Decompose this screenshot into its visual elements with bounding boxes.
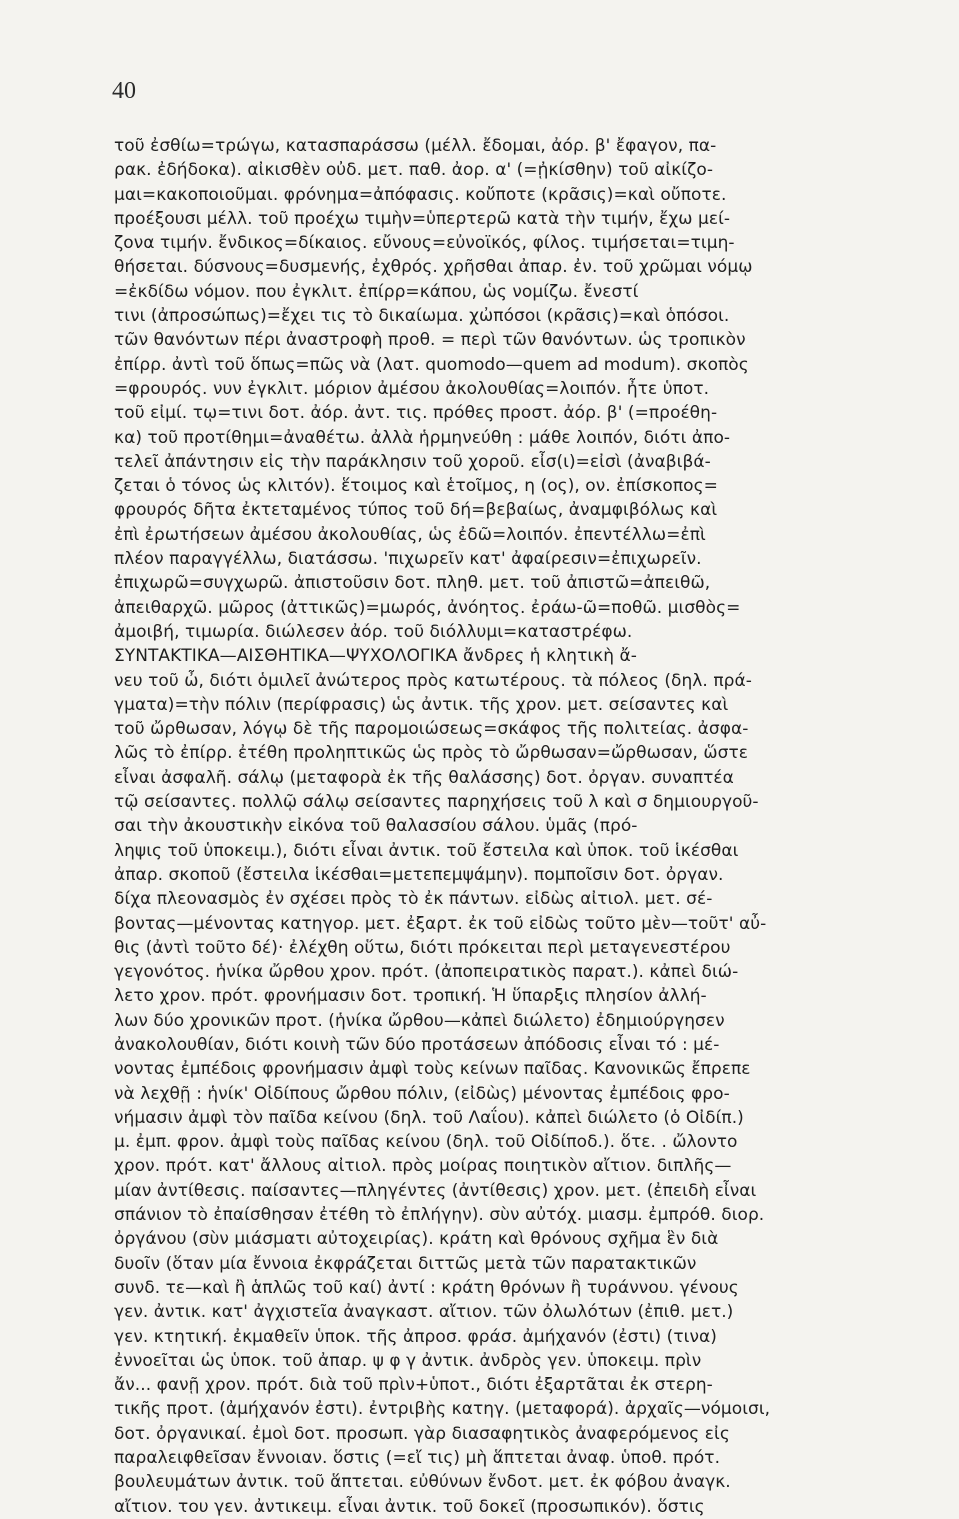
text-line: δίχα πλεονασμὸς ἐν σχέσει πρὸς τὸ ἐκ πάντων. εἰδὼς αἰτιολ. μετ. σέ- bbox=[114, 889, 713, 910]
text-line: συνδ. τε—καὶ ἢ ἁπλῶς τοῦ καί) ἀντί : κράτη θρόνων ἢ τυράννου. γένους bbox=[114, 1277, 739, 1298]
text-line: =φρουρός. νυν ἐγκλιτ. μόριον ἀμέσου ἀκολουθίας=λοιπόν. ἦτε ὑποτ. bbox=[114, 378, 710, 399]
text-line: γεν. ἀντικ. κατ' ἀγχιστεῖα ἀναγκαστ. αἴτιον. τῶν ὀλωλότων (ἐπιθ. μετ.) bbox=[114, 1302, 734, 1323]
text-line: τελεῖ ἀπάντησιν εἰς τὴν παράκλησιν τοῦ χοροῦ. εἶσ(ι)=εἰσὶ (ἀναβιβά- bbox=[114, 451, 711, 472]
text-line: προέξουσι μέλλ. τοῦ προέχω τιμὴν=ὑπερτερῶ κατὰ τὴν τιμήν, ἔχω μεί- bbox=[114, 208, 731, 229]
text-line: ΣΥΝΤΑΚΤΙΚΑ—ΑΙΣΘΗΤΙΚΑ—ΨΥΧΟΛΟΓΙΚΑ ἄνδρες ἡ κλητικὴ ἄ- bbox=[114, 646, 637, 667]
text-line: παραλειφθεῖσαν ἔννοιαν. ὅστις (=εἴ τις) μὴ ἅπτεται ἀναφ. ὑποθ. πρότ. bbox=[114, 1448, 721, 1469]
text-line: μ. ἐμπ. φρον. ἀμφὶ τοὺς παῖδας κείνου (δηλ. τοῦ Οἰδίποδ.). ὅτε. . ὤλοντο bbox=[114, 1132, 738, 1153]
text-line: τοῦ ὤρθωσαν, λόγῳ δὲ τῆς παρομοιώσεως=σκάφος τῆς πολιτείας. ἀσφα- bbox=[114, 719, 749, 740]
text-line: βοντας—μένοντας κατηγορ. μετ. ἐξαρτ. ἐκ τοῦ εἰδὼς τοῦτο μὲν—τοῦτ' αὖ- bbox=[114, 913, 767, 934]
text-line: ἐπιχωρῶ=συγχωρῶ. ἀπιστοῦσιν δοτ. πληθ. μετ. τοῦ ἀπιστῶ=ἀπειθῶ, bbox=[114, 573, 711, 594]
text-line: κα) τοῦ προτίθημι=ἀναθέτω. ἀλλὰ ἡρμηνεύθη : μάθε λοιπόν, διότι ἀπο- bbox=[114, 427, 731, 448]
text-line: πλέον παραγγέλλω, διατάσσω. 'πιχωρεῖν κατ' ἀφαίρεσιν=ἐπιχωρεῖν. bbox=[114, 549, 702, 570]
text-line: τοῦ εἰμί. τῳ=τινι δοτ. ἀόρ. ἀντ. τις. πρόθες προστ. ἀόρ. β' (=προέθη- bbox=[114, 403, 718, 424]
text-line: θήσεται. δύσνους=δυσμενής, ἐχθρός. χρῆσθαι ἀπαρ. ἐν. τοῦ χρῶμαι νόμῳ bbox=[114, 257, 753, 278]
body-text bbox=[114, 134, 848, 1519]
text-line: σπάνιον τὸ ἐπαίσθησαν ἐτέθη τὸ ἐπλήγην). σὺν αὐτόχ. μιασμ. ἐμπρόθ. διορ. bbox=[114, 1205, 765, 1226]
text-line: ληψις τοῦ ὑποκειμ.), διότι εἶναι ἀντικ. τοῦ ἔστειλα καὶ ὑποκ. τοῦ ἱκέσθαι bbox=[114, 840, 739, 861]
text-line: νευ τοῦ ὦ, διότι ὁμιλεῖ ἀνώτερος πρὸς κατωτέρους. τὰ πόλεος (δηλ. πρά- bbox=[114, 670, 752, 691]
text-line: τικῆς προτ. (ἀμήχανόν ἐστι). ἐντριβὴς κατηγ. (μεταφορά). ἀρχαῖς—νόμοισι, bbox=[114, 1399, 771, 1420]
text-line: ζεται ὁ τόνος ὡς κλιτόν). ἕτοιμος καὶ ἑτοῖμος, η (ος), ον. ἐπίσκοπος= bbox=[114, 476, 718, 497]
text-line: μίαν ἀντίθεσις. παίσαντες—πληγέντες (ἀντίθεσις) χρον. μετ. (ἐπειδὴ εἶναι bbox=[114, 1180, 757, 1201]
text-line: φρουρός δῆτα ἐκτεταμένος τύπος τοῦ δή=βεβαίως, ἀναμφιβόλως καὶ bbox=[114, 500, 718, 521]
text-line: νὰ λεχθῇ : ἡνίκ' Οἰδίπους ὤρθου πόλιν, (εἰδὼς) μένοντας ἐμπέδοις φρο- bbox=[114, 1083, 730, 1104]
text-line: βουλευμάτων ἀντικ. τοῦ ἅπτεται. εὐθύνων ἔνδοτ. μετ. ἐκ φόβου ἀναγκ. bbox=[114, 1472, 731, 1493]
text-line: δοτ. ὀργανικαί. ἐμοὶ δοτ. προσωπ. γὰρ διασαφητικὸς ἀναφερόμενος εἰς bbox=[114, 1423, 730, 1444]
text-line: τῷ σείσαντες. πολλῷ σάλῳ σείσαντες παρηχήσεις τοῦ λ καὶ σ δημιουργοῦ- bbox=[114, 792, 759, 813]
text-line: γματα)=τὴν πόλιν (περίφρασις) ὡς ἀντικ. τῆς χρον. μετ. σείσαντες καὶ bbox=[114, 694, 729, 715]
text-line: θις (ἀντὶ τοῦτο δέ)· ἐλέχθη οὕτω, διότι πρόκειται περὶ μεταγενεστέρου bbox=[114, 937, 731, 958]
text-line: ἄν... φανῇ χρον. πρότ. διὰ τοῦ πρὶν+ὑποτ., διότι ἐξαρτᾶται ἐκ στερη- bbox=[114, 1375, 713, 1396]
page-number: 40 bbox=[112, 78, 136, 104]
text-line: σαι τὴν ἀκουστικὴν εἰκόνα τοῦ θαλασσίου σάλου. ὑμᾶς (πρό- bbox=[114, 816, 638, 837]
text-line: μαι=κακοποιοῦμαι. φρόνημα=ἀπόφασις. κοὔποτε (κρᾶσις)=καὶ οὔποτε. bbox=[114, 184, 727, 205]
text-line: νοντας ἐμπέδοις φρονήμασιν ἀμφὶ τοὺς κείνων παῖδας. Κανονικῶς ἔπρεπε bbox=[114, 1059, 751, 1080]
text-line: τῶν θανόντων πέρι ἀναστροφὴ προθ. = περὶ τῶν θανόντων. ὡς τροπικὸν bbox=[114, 330, 746, 351]
text-line: χρον. πρότ. κατ' ἄλλους αἰτιολ. πρὸς μοίρας ποιητικὸν αἴτιον. διπλῆς— bbox=[114, 1156, 732, 1177]
text-line: ἀπειθαρχῶ. μῶρος (ἀττικῶς)=μωρός, ἀνόητος. ἐράω-ῶ=ποθῶ. μισθὸς= bbox=[114, 597, 741, 618]
text-line: νήμασιν ἀμφὶ τὸν παῖδα κείνου (δηλ. τοῦ Λαΐου). κἀπεὶ διώλετο (ὁ Οἰδίπ.) bbox=[114, 1107, 744, 1128]
text-line: ὀργάνου (σὺν μιάσματι αὐτοχειρίας). κράτη καὶ θρόνους σχῆμα ἓν διὰ bbox=[114, 1229, 719, 1250]
text-line: γεγονότος. ἡνίκα ὤρθου χρον. πρότ. (ἀποπειρατικὸς παρατ.). κἀπεὶ διώ- bbox=[114, 962, 739, 983]
text-line: αἴτιον. του γεν. ἀντικειμ. εἶναι ἀντικ. τοῦ δοκεῖ (προσωπικόν). ὅστις bbox=[114, 1496, 705, 1517]
text-line: ζονα τιμήν. ἔνδικος=δίκαιος. εὔνους=εὐνοϊκός, φίλος. τιμήσεται=τιμη- bbox=[114, 233, 735, 254]
text-line: ἀμοιβή, τιμωρία. διώλεσεν ἀόρ. τοῦ διόλλυμι=καταστρέφω. bbox=[114, 621, 633, 642]
text-line: εἶναι ἀσφαλῆ. σάλῳ (μεταφορὰ ἐκ τῆς θαλάσσης) δοτ. ὀργαν. συναπτέα bbox=[114, 767, 734, 788]
text-line: ρακ. ἐδήδοκα). αἰκισθὲν οὐδ. μετ. παθ. ἀορ. α' (=ᾐκίσθην) τοῦ αἰκίζο- bbox=[114, 160, 714, 181]
text-line: ἐννοεῖται ὡς ὑποκ. τοῦ ἀπαρ. ψ φ γ ἀντικ. ἀνδρὸς γεν. ὑποκειμ. πρὶν bbox=[114, 1350, 702, 1371]
text-line: =ἐκδίδω νόμον. που ἐγκλιτ. ἐπίρρ=κάπου, ὡς νομίζω. ἔνεστί bbox=[114, 281, 639, 302]
text-line: ἐπὶ ἐρωτήσεων ἀμέσου ἀκολουθίας, ὡς ἐδῶ=λοιπόν. ἐπεντέλλω=ἐπὶ bbox=[114, 524, 706, 545]
text-line: τοῦ ἐσθίω=τρώγω, κατασπαράσσω (μέλλ. ἔδομαι, ἀόρ. β' ἔφαγον, πα- bbox=[114, 136, 717, 156]
text-line: λῶς τὸ ἐπίρρ. ἐτέθη προληπτικῶς ὡς πρὸς τὸ ὤρθωσαν=ὤρθωσαν, ὥστε bbox=[114, 743, 749, 764]
text-line: γεν. κτητική. ἐκμαθεῖν ὑποκ. τῆς ἀπροσ. φράσ. ἀμήχανόν (ἐστι) (τινα) bbox=[114, 1326, 717, 1347]
text-line: λετο χρον. πρότ. φρονήμασιν δοτ. τροπική. Ἡ ὕπαρξις πλησίον ἀλλή- bbox=[114, 986, 707, 1007]
text-line: ἐπίρρ. ἀντὶ τοῦ ὅπως=πῶς νὰ (λατ. quomodo—quem ad modum). σκοπὸς bbox=[114, 354, 749, 375]
text-line: δυοῖν (ὅταν μία ἔννοια ἐκφράζεται διττῶς μετὰ τῶν παρατακτικῶν bbox=[114, 1253, 697, 1274]
text-line: ἀνακολουθίαν, διότι κοινὴ τῶν δύο προτάσεων ἀπόδοσις εἶναι τό : μέ- bbox=[114, 1034, 720, 1055]
text-line: λων δύο χρονικῶν προτ. (ἡνίκα ὤρθου—κἀπεὶ διώλετο) ἐδημιούργησεν bbox=[114, 1010, 725, 1031]
text-line: ἀπαρ. σκοποῦ (ἔστειλα ἱκέσθαι=μετεπεμψάμην). πομποῖσιν δοτ. ὀργαν. bbox=[114, 864, 724, 885]
text-line: τινι (ἀπροσώπως)=ἔχει τις τὸ δικαίωμα. χὠπόσοι (κρᾶσις)=καὶ ὁπόσοι. bbox=[114, 306, 730, 327]
